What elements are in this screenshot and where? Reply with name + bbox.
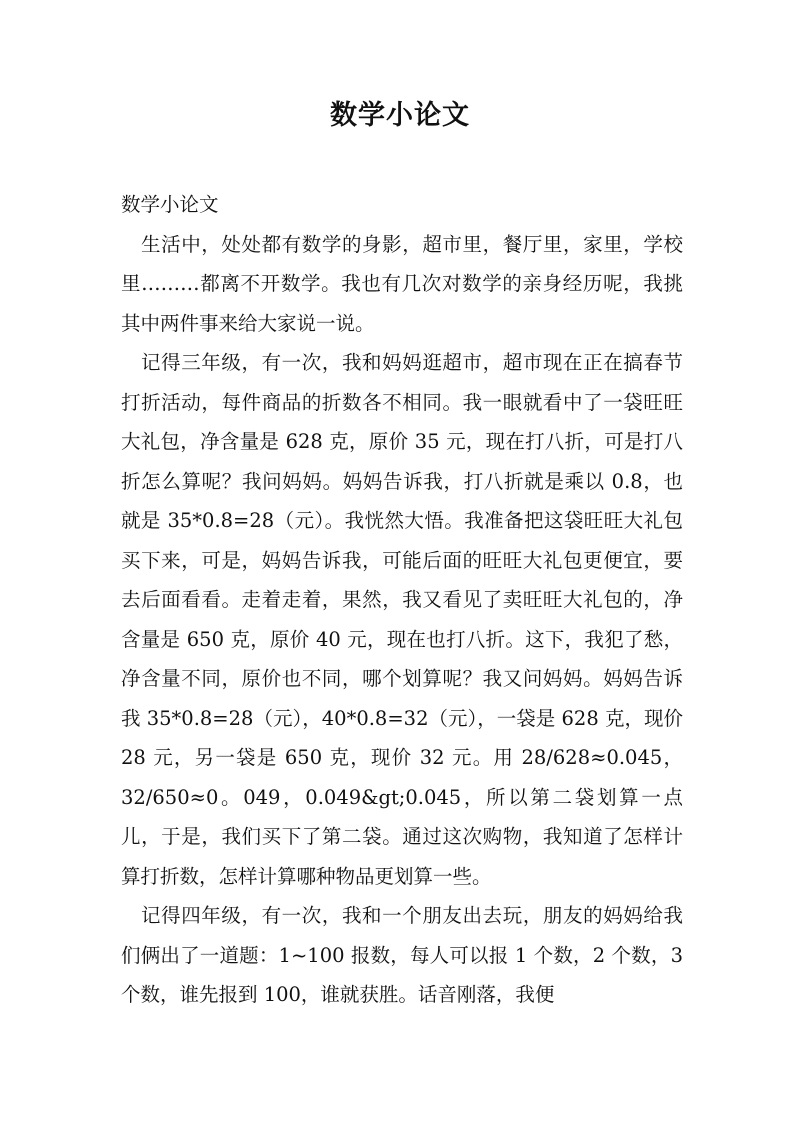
- document-title: 数学小论文: [330, 100, 470, 131]
- paragraph-counting-game: 记得四年级，有一次，我和一个朋友出去玩，朋友的妈妈给我们俩出了一道题：1~100 报数，每人可以报 1 个数，2 个数，3 个数，谁先报到 100，谁就获胜。话音刚落，我便: [121, 904, 683, 1006]
- document-subtitle: 数学小论文: [121, 193, 219, 216]
- paragraph-intro: 生活中，处处都有数学的身影，超市里，餐厅里，家里，学校里………都离不开数学。我也有几次对数学的亲身经历呢，我挑其中两件事来给大家说一说。: [121, 232, 683, 335]
- paragraph-shopping-story: 记得三年级，有一次，我和妈妈逛超市，超市现在正在搞春节打折活动，每件商品的折数各不相同。我一眼就看中了一袋旺旺大礼包，净含量是 628 克，原价 35 元，现在打八折，可是打八折怎么算呢？我问妈妈。妈妈告诉我，打八折就是乘以 0.8，也就是 35*0.8=28（元）。我恍然大悟。我准备把这袋旺旺大礼包买下来，可是，妈妈告诉我，可能后面的旺旺大礼包更便宜，要去后面看看。走着走着，果然，我又看见了卖旺旺大礼包的，净含量是 650 克，原价 40 元，现在也打八折。这下，我犯了愁，净含量不同，原价也不同，哪个划算呢？我又问妈妈。妈妈告诉我 35*0.8=28（元），40*0.8=32（元），一袋是 628 克，现价 28 元，另一袋是 650 克，现价 32 元。用 28/628≈0.045，32/650≈0。049，0.049&gt;0.045，所以第二袋划算一点儿，于是，我们买下了第二袋。通过这次购物，我知道了怎样计算打折数，怎样计算哪种物品更划算一些。: [121, 351, 683, 888]
- document-body: [121, 185, 683, 1015]
